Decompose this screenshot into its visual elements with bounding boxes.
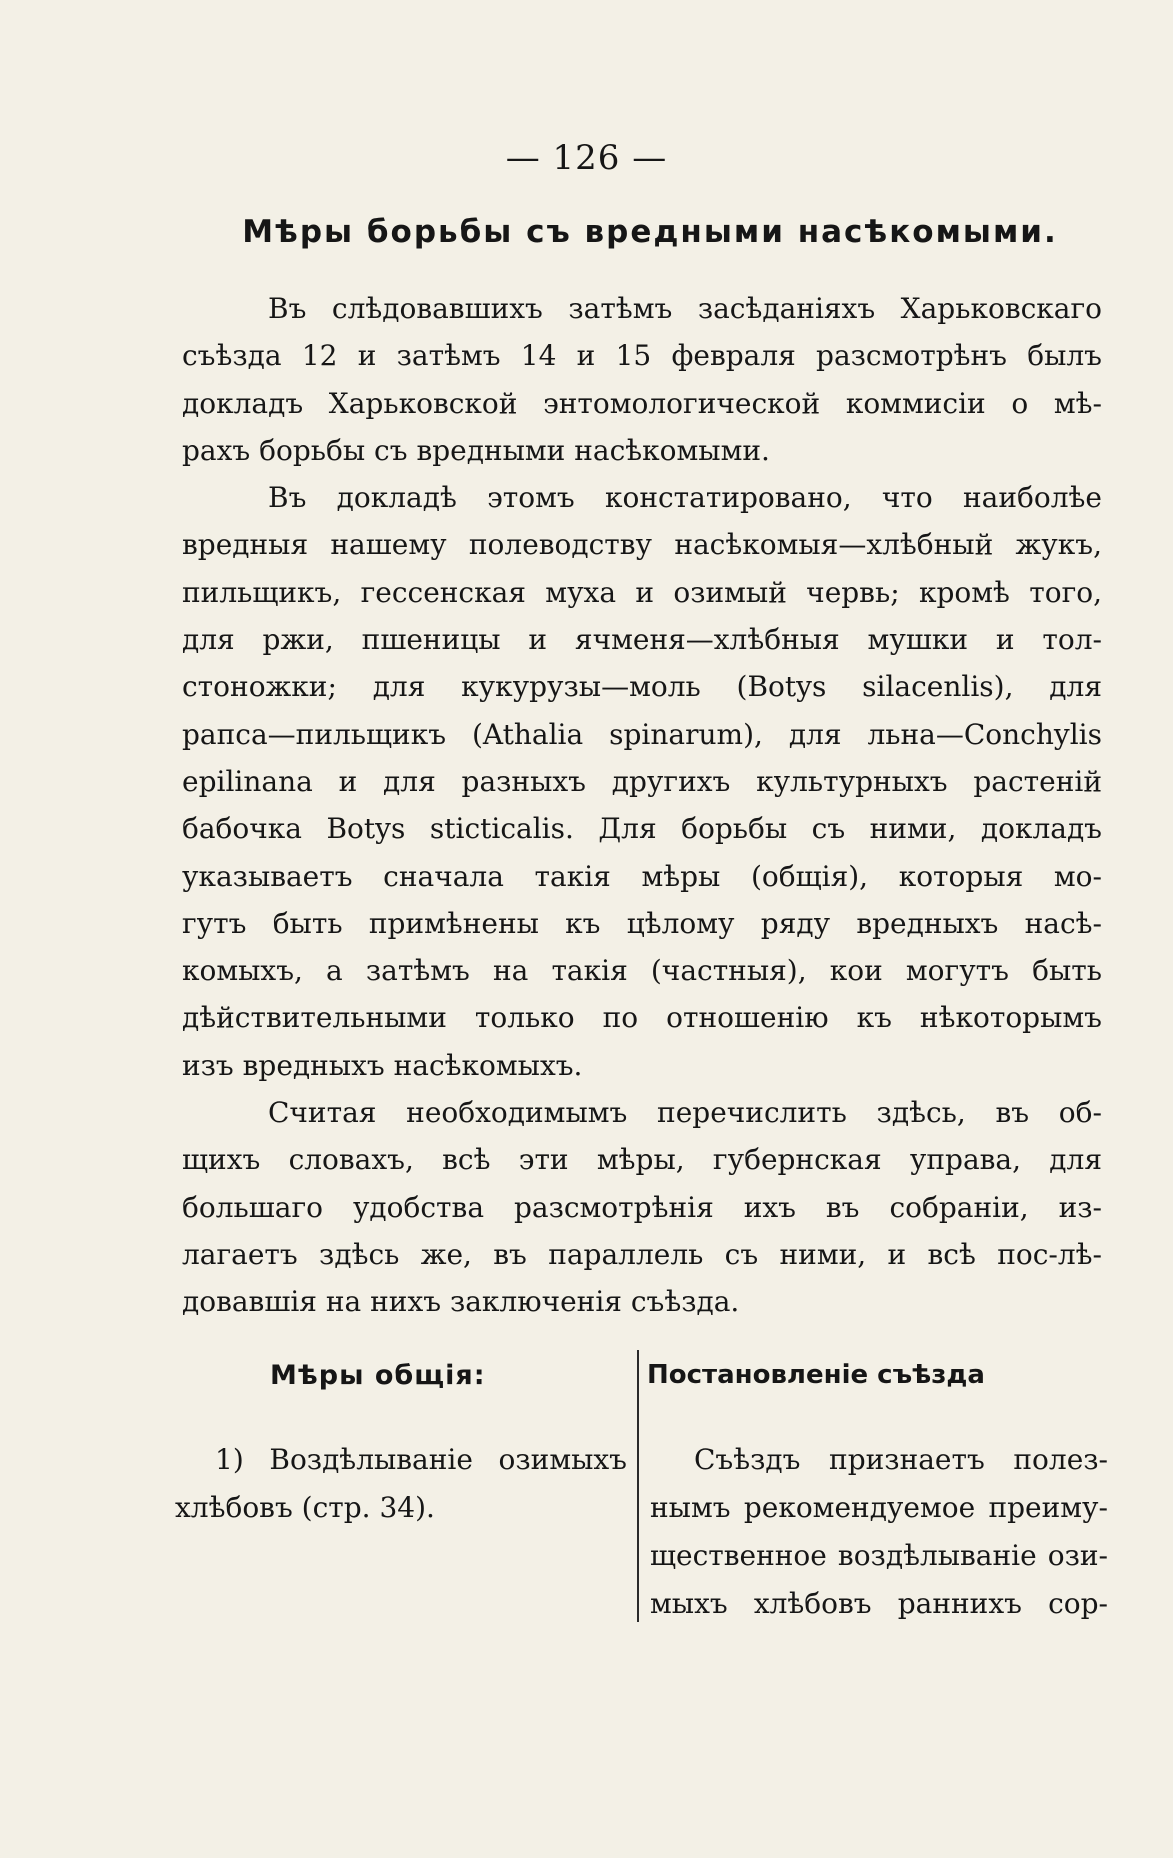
text-line: вредныя нашему полеводству насѣкомыя—хлѣбный жукъ, bbox=[182, 528, 1102, 562]
text-line: щихъ словахъ, всѣ эти мѣры, губернская управа, для bbox=[182, 1143, 1102, 1177]
text-line: Съѣздъ признаетъ полез- bbox=[694, 1443, 1108, 1476]
text-line: комыхъ, а затѣмъ на такія (частныя), кои могутъ быть bbox=[182, 954, 1102, 988]
text-line: довавшія на нихъ заключенія съѣзда. bbox=[182, 1285, 740, 1319]
main-text bbox=[182, 285, 1102, 1326]
text-line: щественное воздѣлываніе ози- bbox=[650, 1539, 1108, 1572]
left-column-heading: Мѣры общія: bbox=[270, 1360, 486, 1391]
column-divider bbox=[637, 1350, 639, 1622]
text-line: рапса—пильщикъ (Athalia spinarum), для льна—Conchylis bbox=[182, 717, 1102, 751]
text-line: epilinana и для разныхъ другихъ культурныхъ растеній bbox=[182, 764, 1102, 798]
text-line: лагаетъ здѣсь же, въ параллель съ ними, и всѣ пос-лѣ- bbox=[182, 1237, 1102, 1271]
text-line: изъ вредныхъ насѣкомыхъ. bbox=[182, 1048, 583, 1082]
text-line: хлѣбовъ (стр. 34). bbox=[175, 1491, 435, 1524]
text-line: съѣзда 12 и затѣмъ 14 и 15 февраля разсмотрѣнъ былъ bbox=[182, 339, 1102, 373]
text-line: 1) Воздѣлываніе озимыхъ bbox=[215, 1443, 627, 1476]
section-title: Мѣры борьбы съ вредными насѣкомыми. bbox=[242, 214, 1058, 250]
text-line: Въ слѣдовавшихъ затѣмъ засѣданіяхъ Харьковскаго bbox=[268, 292, 1102, 325]
text-line: дѣйствительными только по отношенію къ нѣкоторымъ bbox=[182, 1001, 1102, 1035]
text-line: указываетъ сначала такія мѣры (общія), которыя мо- bbox=[182, 859, 1102, 893]
paragraph bbox=[182, 1089, 1102, 1325]
text-line: нымъ рекомендуемое преиму- bbox=[650, 1491, 1108, 1524]
two-column-table bbox=[175, 1350, 1110, 1620]
text-line: гутъ быть примѣнены къ цѣлому ряду вредныхъ насѣ- bbox=[182, 906, 1102, 940]
left-column bbox=[175, 1436, 627, 1532]
text-line: Въ докладѣ этомъ констатировано, что наиболѣе bbox=[268, 481, 1102, 515]
right-column bbox=[650, 1436, 1108, 1628]
text-line: стоножки; для кукурузы—моль (Botys silacenlis), для bbox=[182, 670, 1102, 704]
paragraph bbox=[182, 474, 1102, 1089]
paragraph bbox=[182, 285, 1102, 474]
text-line: большаго удобства разсмотрѣнія ихъ въ собраніи, из- bbox=[182, 1190, 1102, 1224]
text-line: докладъ Харьковской энтомологической коммисіи о мѣ- bbox=[182, 386, 1102, 420]
page-number: — 126 — bbox=[505, 138, 668, 178]
text-line: мыхъ хлѣбовъ раннихъ сор- bbox=[650, 1587, 1108, 1620]
text-line: пильщикъ, гессенская муха и озимый червь; кромѣ того, bbox=[182, 575, 1102, 609]
text-line: для ржи, пшеницы и ячменя—хлѣбныя мушки и тол- bbox=[182, 623, 1102, 657]
text-line: бабочка Botys sticticalis. Для борьбы съ ними, докладъ bbox=[182, 812, 1102, 846]
right-column-heading: Постановленіе съѣзда bbox=[647, 1360, 985, 1390]
text-line: Считая необходимымъ перечислить здѣсь, въ об- bbox=[268, 1096, 1102, 1130]
text-line: рахъ борьбы съ вредными насѣкомыми. bbox=[182, 433, 770, 467]
